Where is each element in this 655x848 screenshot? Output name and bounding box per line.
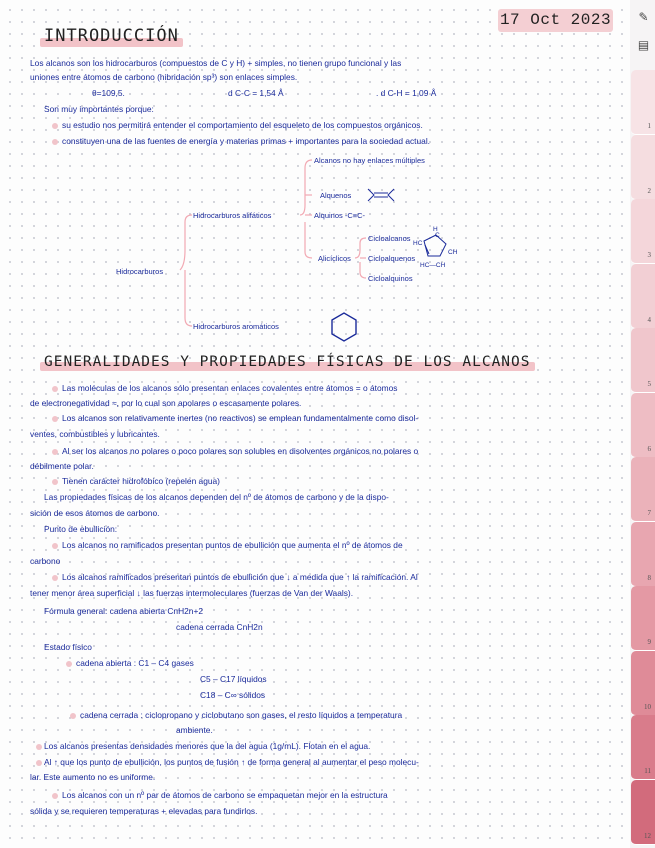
gen-line: Al ser los alcanos no polares o poco polares son solubles en disolventes orgánicos no polares o: [62, 446, 419, 456]
ring-label: H: [433, 226, 438, 233]
gen-line: Los alcanos presentas densidades menores que la del agua (1g/mL). Flotan en el agua.: [44, 741, 371, 751]
bullet-icon: [52, 416, 58, 422]
section-tab-11[interactable]: [631, 715, 655, 780]
tree-aliphatic: Hidrocarburos alifáticos: [193, 211, 272, 220]
tree-aromatic: Hidrocarburos aromáticos: [193, 322, 279, 331]
section-tab-3[interactable]: [631, 199, 655, 264]
pen-icon[interactable]: ✎: [638, 10, 649, 24]
intro-title-text: INTRODUCCIÓN: [44, 26, 179, 46]
bullet-icon: [52, 449, 58, 455]
tree-cicloalquinos: Cicloalquinos: [368, 274, 413, 283]
gen-title: [44, 354, 531, 370]
bullet-icon: [52, 575, 58, 581]
state-closed: cadena cerrada : ciclopropano y ciclobutano son gases, el resto líquidos a temperatura: [80, 710, 403, 720]
bullet-icon: [52, 479, 58, 485]
gen-line: carbono: [30, 556, 61, 566]
section-tab-9[interactable]: [631, 586, 655, 651]
gen-line: Los alcanos ramificados presentan puntos de ebullición que ↓ a medida que ↑ la ramificación. Al: [62, 572, 418, 582]
section-tab-2[interactable]: [631, 135, 655, 200]
tree-cicloalcanos: Cicloalcanos: [368, 234, 411, 243]
section-tab-label: 7: [647, 509, 651, 517]
gen-line: de electronegatividad ≈, por lo cual son apolares o escasamente polares.: [30, 398, 302, 408]
tree-alquinos: Alquinos -C≡C-: [314, 211, 366, 220]
section-tab-1[interactable]: [631, 70, 655, 135]
section-tab-label: 8: [647, 573, 651, 582]
intro-line: Los alcanos son los hidrocarburos (compuestos de C y H) + simples, no tienen grupo funcional y las: [30, 58, 402, 68]
bullet-icon: [70, 713, 76, 719]
intro-line: uniones entre átomos de carbono (hibridación sp³) son enlaces simples.: [30, 72, 298, 82]
bullet-icon: [36, 744, 42, 750]
section-tab-label: 10: [644, 702, 651, 711]
gen-line: lar. Este aumento no es uniforme.: [30, 772, 156, 782]
section-tab-8[interactable]: [631, 522, 655, 587]
ring-label: C: [435, 232, 440, 239]
section-tab-4[interactable]: [631, 264, 655, 329]
gen-line: Los alcanos no ramificados presentan puntos de ebullición que aumenta el nº de átomos de: [62, 540, 403, 550]
gen-line: Los alcanos con un nº par de átomos de carbono se empaquetan mejor en la estructura: [62, 790, 388, 800]
gen-line: Al ↑ que los punto de ebullición, los puntos de fusión ↑ de forma general al aumentar el peso molecu-: [44, 757, 419, 767]
section-tab-6[interactable]: [631, 393, 655, 458]
gen-line: Las propiedades físicas de los alcanos dependen del nº de átomos de carbono y de la dispo-: [44, 492, 389, 502]
formula-closed: cadena cerrada CnH2n: [176, 622, 263, 632]
bullet-icon: [52, 793, 58, 799]
gen-line: tener menor área superficial ↓ las fuerzas intermoleculares (fuerzas de Van der Waals).: [30, 588, 354, 598]
intro-line: constituyen una de las fuentes de energía y materias primas + importantes para la sociedad actual.: [62, 136, 431, 146]
state-open: cadena abierta : C1 – C4 gases: [76, 658, 194, 668]
section-tab-label: 5: [647, 380, 651, 388]
section-tab-label: 9: [647, 638, 651, 646]
bullet-icon: [52, 386, 58, 392]
intro-line: Son muy importantes porque:: [44, 104, 154, 114]
tree-cicloalquenos: Cicloalquenos: [368, 254, 416, 263]
state-liquids: C5 – C17 líquidos: [200, 674, 267, 684]
tree-alquenos: Alquenos: [320, 191, 352, 200]
section-tab-label: 11: [644, 767, 651, 775]
notebook-icon[interactable]: ▤: [637, 38, 650, 52]
intro-bond-ch: . d C-H = 1,09 Å: [376, 88, 437, 98]
gen-line: débilmente polar.: [30, 461, 94, 471]
gen-title-text: GENERALIDADES Y PROPIEDADES FÍSICAS DE LOS ALCANOS: [44, 354, 531, 370]
section-tab-label: 2: [647, 186, 651, 195]
intro-line: su estudio nos permitirá entender el comportamiento del esqueleto de los compuestos orgánicos.: [62, 120, 423, 130]
tree-alcanos: Alcanos no hay enlaces múltiples: [314, 156, 425, 165]
intro-angle: θ=109,5.: [92, 88, 125, 98]
section-tab-10[interactable]: [631, 651, 655, 716]
date-label: 17 Oct 2023: [498, 9, 613, 32]
gen-line: ventes, combustibles y lubricantes.: [30, 429, 160, 439]
gen-line: Los alcanos son relativamente inertes (no reactivos) se emplean fundamentalmente como disol-: [62, 413, 419, 423]
gen-line: sólida y se requieren temperaturas + elevadas para fundirlos.: [30, 806, 258, 816]
gen-line: Punto de ebullición:: [44, 524, 118, 534]
intro-bond-cc: d C-C = 1,54 Å: [228, 88, 284, 98]
tree-root: Hidrocarburos: [116, 267, 164, 276]
section-tab-label: 6: [647, 444, 651, 453]
ring-label: HC: [413, 240, 423, 247]
section-tab-label: 3: [647, 251, 651, 259]
section-tab-label: 12: [644, 831, 651, 840]
ring-label: HC—CH: [420, 262, 446, 269]
bullet-icon: [52, 543, 58, 549]
ring-label: CH: [448, 249, 458, 256]
gen-line: Estado físico: [44, 642, 92, 652]
gen-line: sición de esos átomos de carbono.: [30, 508, 160, 518]
formula-open: Fórmula general: cadena abierta CnH2n+2: [44, 606, 203, 616]
section-tab-5[interactable]: [631, 328, 655, 393]
state-solids: C18 – C∞ sólidos: [200, 690, 266, 700]
section-tab-label: 1: [647, 122, 651, 130]
bullet-icon: [36, 760, 42, 766]
section-tab-12[interactable]: [631, 780, 655, 845]
section-tab-7[interactable]: [631, 457, 655, 522]
intro-title: [44, 26, 179, 46]
gen-line: Las moléculas de los alcanos sólo presentan enlaces covalentes entre átomos = o átomos: [62, 383, 398, 393]
gen-line: Tienen carácter hidrofóbico (repelen agua): [62, 476, 220, 486]
tree-aliciclicos: Alicíclicos: [318, 254, 351, 263]
bullet-icon: [66, 661, 72, 667]
section-tab-label: 4: [647, 315, 651, 324]
gen-line: ambiente.: [176, 725, 213, 735]
